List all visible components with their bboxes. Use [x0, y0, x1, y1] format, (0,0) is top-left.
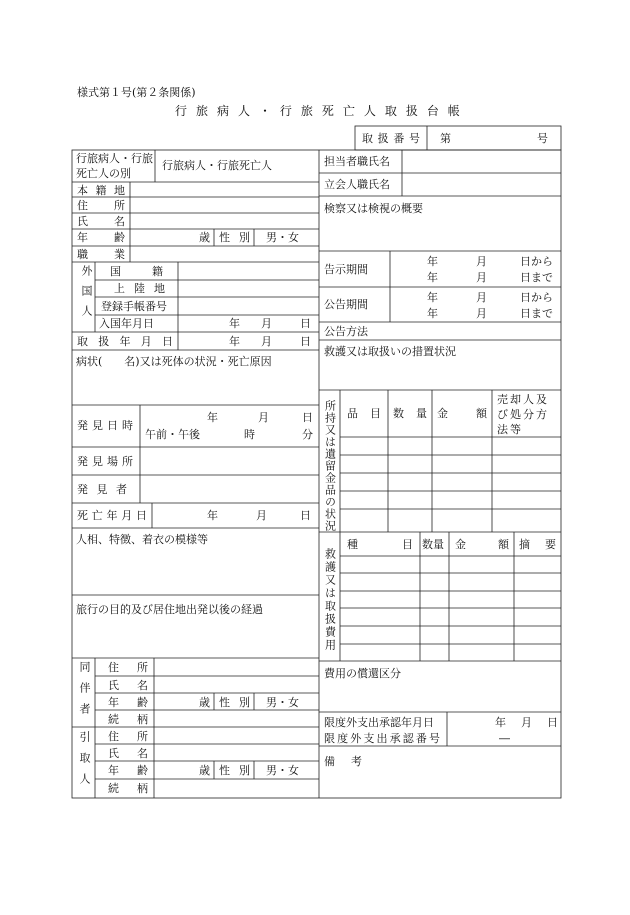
belongings-vertical-text: 所持又は遺留金品の状況: [323, 400, 337, 532]
notice-from-month: 月: [476, 255, 487, 268]
sex-options: 男・女: [266, 231, 299, 244]
officer-label: 担当者職氏名: [324, 155, 390, 168]
handling-number-label: 取 扱 番 号: [362, 132, 420, 145]
found-month: 月: [258, 411, 269, 424]
page-title: 行 旅 病 人 ・ 行 旅 死 亡 人 取 扱 台 帳: [175, 104, 460, 118]
receiver-name-label: 氏 名: [108, 747, 148, 760]
extra-date-label: 限度外支出承認年月日: [324, 716, 434, 729]
found-year: 年: [207, 411, 218, 424]
receiver-age-unit: 歳: [199, 764, 210, 777]
death-year: 年: [207, 509, 218, 522]
foreigner-group-label: [75, 265, 93, 329]
death-day: 日: [300, 509, 311, 522]
sex-label: 性 別: [219, 231, 250, 244]
finder-label: 発 見 者: [77, 483, 127, 496]
honseki-label: 本 籍 地: [77, 184, 125, 197]
companion-group-label: [75, 661, 93, 728]
relief-cost-vertical-text: 救護又は取扱費用: [323, 548, 337, 652]
witness-label: 立会人職氏名: [324, 178, 390, 191]
receiver-group-label: [75, 731, 93, 798]
companion-relation-label: 続 柄: [108, 713, 148, 726]
companion-age-label: 年 齢: [108, 696, 148, 709]
public-from-month: 月: [476, 291, 487, 304]
found-hour: 時: [244, 428, 255, 441]
public-to-day: 日まで: [520, 307, 553, 320]
death-month: 月: [256, 509, 267, 522]
belongings-header-quantity: 数 量: [393, 407, 427, 420]
receiver-vertical-text: 引取人: [78, 731, 92, 794]
notice-from-day: 日から: [520, 255, 553, 268]
foreigner-vertical-text: 外国人: [80, 265, 93, 325]
extra-day: 日: [547, 716, 558, 729]
cost-header-amount: 金 額: [455, 538, 509, 551]
cost-header-type: 種 目: [347, 538, 413, 551]
registration-label: 登録手帳番号: [101, 300, 167, 313]
notice-period-label: 告示期間: [324, 263, 368, 276]
companion-address-label: 住 所: [108, 661, 148, 674]
type-value: 行旅病人・行旅死亡人: [162, 159, 272, 172]
notice-to-month: 月: [476, 271, 487, 284]
notice-from-year: 年: [427, 255, 438, 268]
extra-month: 月: [521, 716, 532, 729]
receiver-age-label: 年 齢: [108, 764, 148, 777]
relief-status-label: 救護又は取扱いの措置状況: [324, 345, 456, 358]
handling-number-prefix: 第: [440, 132, 451, 145]
receiver-sex-label: 性 別: [219, 764, 250, 777]
age-unit: 歳: [199, 231, 210, 244]
ampm-label: 午前・午後: [145, 428, 200, 441]
companion-vertical-text: 同伴者: [78, 661, 92, 724]
entry-day: 日: [300, 317, 311, 330]
condition-label: 病状( 名)又は死体の状況・死亡原因: [76, 355, 272, 368]
public-from-day: 日から: [520, 291, 553, 304]
entry-date-label: 入国年月日: [99, 317, 154, 330]
extra-number-label: 限 度 外 支 出 承 認 番 号: [324, 732, 440, 745]
found-day: 日: [302, 411, 313, 424]
belongings-group-label: [321, 400, 339, 536]
travel-purpose-label: 旅行の目的及び居住地出発以後の経過: [76, 603, 263, 616]
extra-number-dash: ―: [499, 732, 510, 745]
address-label: 住 所: [77, 199, 125, 212]
cost-header-quantity: 数量: [422, 538, 444, 551]
belongings-header-disposal: 売却人及び処分方法等: [497, 393, 549, 436]
belongings-header-item: 品 目: [347, 407, 381, 420]
age-label: 年 齢: [77, 231, 125, 244]
landing-label: 上 陸 地: [114, 282, 165, 295]
companion-age-unit: 歳: [199, 696, 210, 709]
extra-year: 年: [495, 716, 506, 729]
relief-cost-group-label: [321, 548, 339, 656]
repayment-label: 費用の償還区分: [324, 667, 401, 680]
inspection-label: 検察又は検視の概要: [324, 202, 423, 215]
receiver-sex-options: 男・女: [266, 764, 299, 777]
belongings-header-amount: 金 額: [437, 407, 487, 420]
appearance-label: 人相、特徴、着衣の模様等: [76, 533, 208, 546]
handling-day: 日: [300, 335, 311, 348]
public-to-month: 月: [476, 307, 487, 320]
nationality-label: 国 籍: [110, 265, 163, 278]
occupation-label: 職 業: [77, 248, 125, 261]
found-place-label: 発 見 場 所: [77, 455, 133, 468]
cost-header-summary: 摘 要: [519, 538, 556, 551]
handling-number-suffix: 号: [537, 132, 548, 145]
notice-to-day: 日まで: [520, 271, 553, 284]
form-number: 様式第１号(第２条関係): [77, 86, 196, 99]
entry-month: 月: [261, 317, 272, 330]
public-method-label: 公告方法: [324, 325, 368, 338]
type-label: 行旅病人・行旅死亡人の別: [76, 152, 153, 180]
public-period-label: 公告期間: [324, 298, 368, 311]
companion-sex-label: 性 別: [219, 696, 250, 709]
companion-name-label: 氏 名: [108, 679, 148, 692]
name-label: 氏 名: [77, 215, 125, 228]
remarks-label: 備 考: [324, 755, 362, 768]
public-from-year: 年: [427, 291, 438, 304]
receiver-address-label: 住 所: [108, 730, 148, 743]
handling-month: 月: [261, 335, 272, 348]
handling-date-label: 取 扱 年 月 日: [77, 335, 173, 348]
found-datetime-label: 発 見 日 時: [77, 419, 133, 432]
receiver-relation-label: 続 柄: [108, 782, 148, 795]
companion-sex-options: 男・女: [266, 696, 299, 709]
public-to-year: 年: [427, 307, 438, 320]
notice-to-year: 年: [427, 271, 438, 284]
handling-year: 年: [229, 335, 240, 348]
death-date-label: 死 亡 年 月 日: [77, 509, 147, 522]
found-minute: 分: [302, 428, 313, 441]
entry-year: 年: [229, 317, 240, 330]
